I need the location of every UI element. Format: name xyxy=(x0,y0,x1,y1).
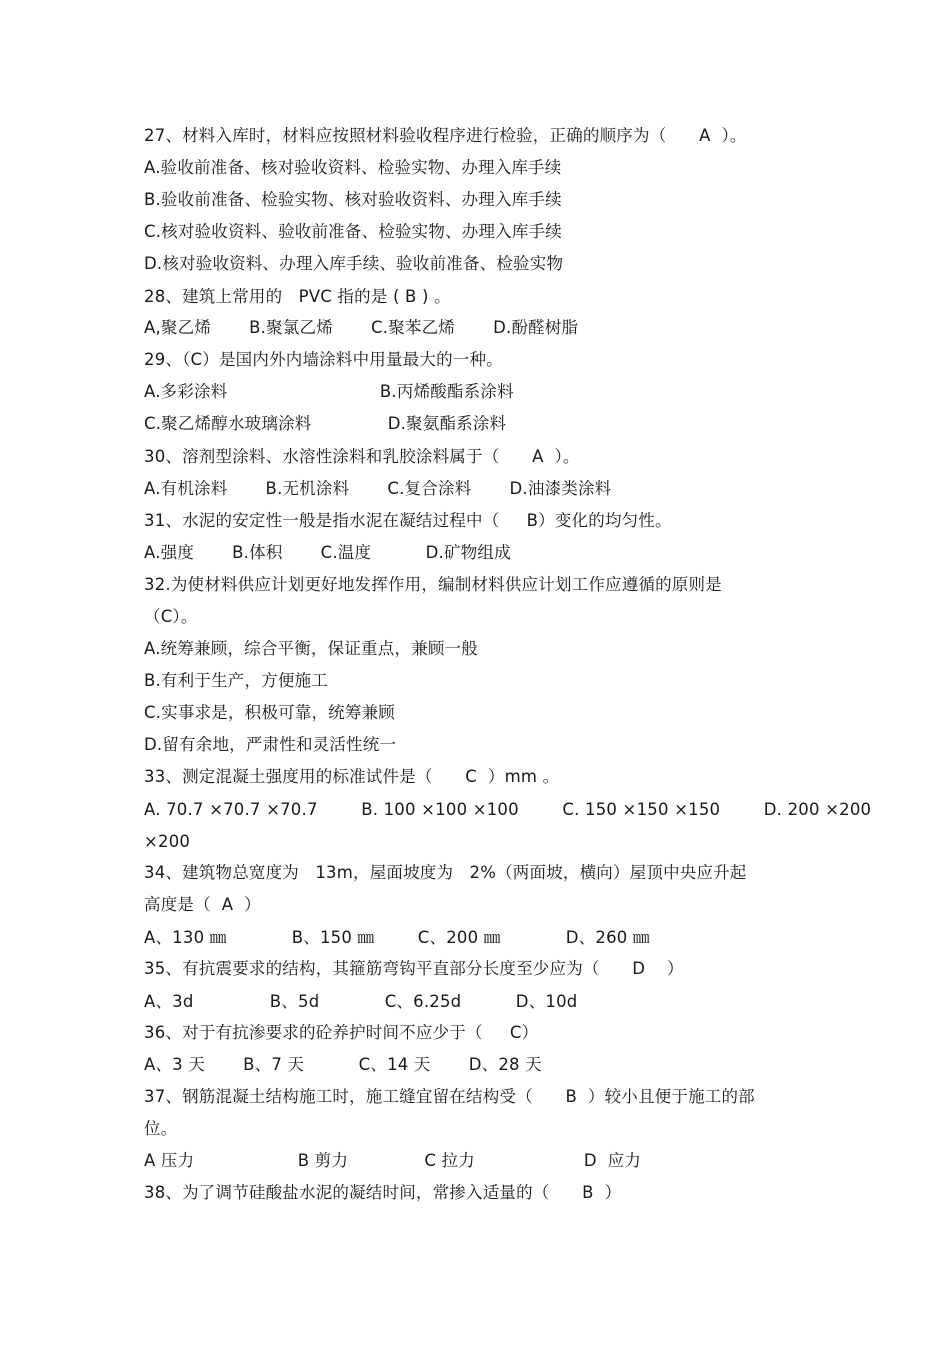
question-37: 37、钢筋混凝土结构施工时，施工缝宜留在结构受（ B ）较小且便于施工的部 xyxy=(144,1087,755,1106)
option-27-a: A.验收前准备、核对验收资料、检验实物、办理入库手续 xyxy=(144,158,562,177)
options-29-cd: C.聚乙烯醇水玻璃涂料 D.聚氨酯系涂料 xyxy=(144,414,507,433)
question-30: 30、溶剂型涂料、水溶性涂料和乳胶涂料属于（ A ）。 xyxy=(144,447,580,466)
options-37: A 压力 B 剪力 C 拉力 D 应力 xyxy=(144,1151,642,1170)
question-32-cont: （C）。 xyxy=(144,607,198,626)
question-37-cont: 位。 xyxy=(144,1119,178,1138)
question-36: 36、对于有抗渗要求的砼养护时间不应少于（ C） xyxy=(144,1023,539,1042)
question-29: 29、（C）是国内外内墙涂料中用量最大的一种。 xyxy=(144,350,503,369)
options-33: A. 70.7 ×70.7 ×70.7 B. 100 ×100 ×100 C. 150 ×150 ×150 D. 200 ×200 xyxy=(144,800,872,819)
question-28: 28、建筑上常用的 PVC 指的是 ( B ) 。 xyxy=(144,287,451,306)
option-27-c: C.核对验收资料、验收前准备、检验实物、办理入库手续 xyxy=(144,222,562,241)
options-35: A、3d B、5d C、6.25d D、10d xyxy=(144,992,578,1011)
question-34-cont: 高度是（ A ） xyxy=(144,895,261,914)
option-27-b: B.验收前准备、检验实物、核对验收资料、办理入库手续 xyxy=(144,190,562,209)
option-32-d: D.留有余地，严肃性和灵活性统一 xyxy=(144,735,397,754)
options-30: A.有机涂料 B.无机涂料 C.复合涂料 D.油漆类涂料 xyxy=(144,479,612,498)
option-32-b: B.有利于生产，方便施工 xyxy=(144,671,328,690)
option-32-c: C.实事求是，积极可靠，统筹兼顾 xyxy=(144,703,395,722)
question-34: 34、建筑物总宽度为 13m，屋面坡度为 2%（两面坡，横向）屋顶中央应升起 xyxy=(144,863,747,882)
question-33: 33、测定混凝土强度用的标准试件是（ C ）mm 。 xyxy=(144,767,560,786)
question-35: 35、有抗震要求的结构，其箍筋弯钩平直部分长度至少应为（ D ） xyxy=(144,959,684,978)
question-27: 27、材料入库时，材料应按照材料验收程序进行检验，正确的顺序为（ A ）。 xyxy=(144,126,747,145)
option-32-a: A.统筹兼顾，综合平衡，保证重点，兼顾一般 xyxy=(144,639,478,658)
options-29-ab: A.多彩涂料 B.丙烯酸酯系涂料 xyxy=(144,382,514,401)
options-34: A、130 ㎜ B、150 ㎜ C、200 ㎜ D、260 ㎜ xyxy=(144,928,650,947)
question-38: 38、为了调节硅酸盐水泥的凝结时间，常掺入适量的（ B ） xyxy=(144,1183,622,1202)
options-36: A、3 天 B、7 天 C、14 天 D、28 天 xyxy=(144,1055,542,1074)
options-31: A.强度 B.体积 C.温度 D.矿物组成 xyxy=(144,543,511,562)
question-32: 32.为使材料供应计划更好地发挥作用，编制材料供应计划工作应遵循的原则是 xyxy=(144,575,722,594)
options-28: A,聚乙烯 B.聚氯乙烯 C.聚苯乙烯 D.酚醛树脂 xyxy=(144,318,579,337)
option-27-d: D.核对验收资料、办理入库手续、验收前准备、检验实物 xyxy=(144,254,564,273)
options-33-cont: ×200 xyxy=(144,832,191,851)
question-31: 31、水泥的安定性一般是指水泥在凝结过程中（ B）变化的均匀性。 xyxy=(144,511,672,530)
